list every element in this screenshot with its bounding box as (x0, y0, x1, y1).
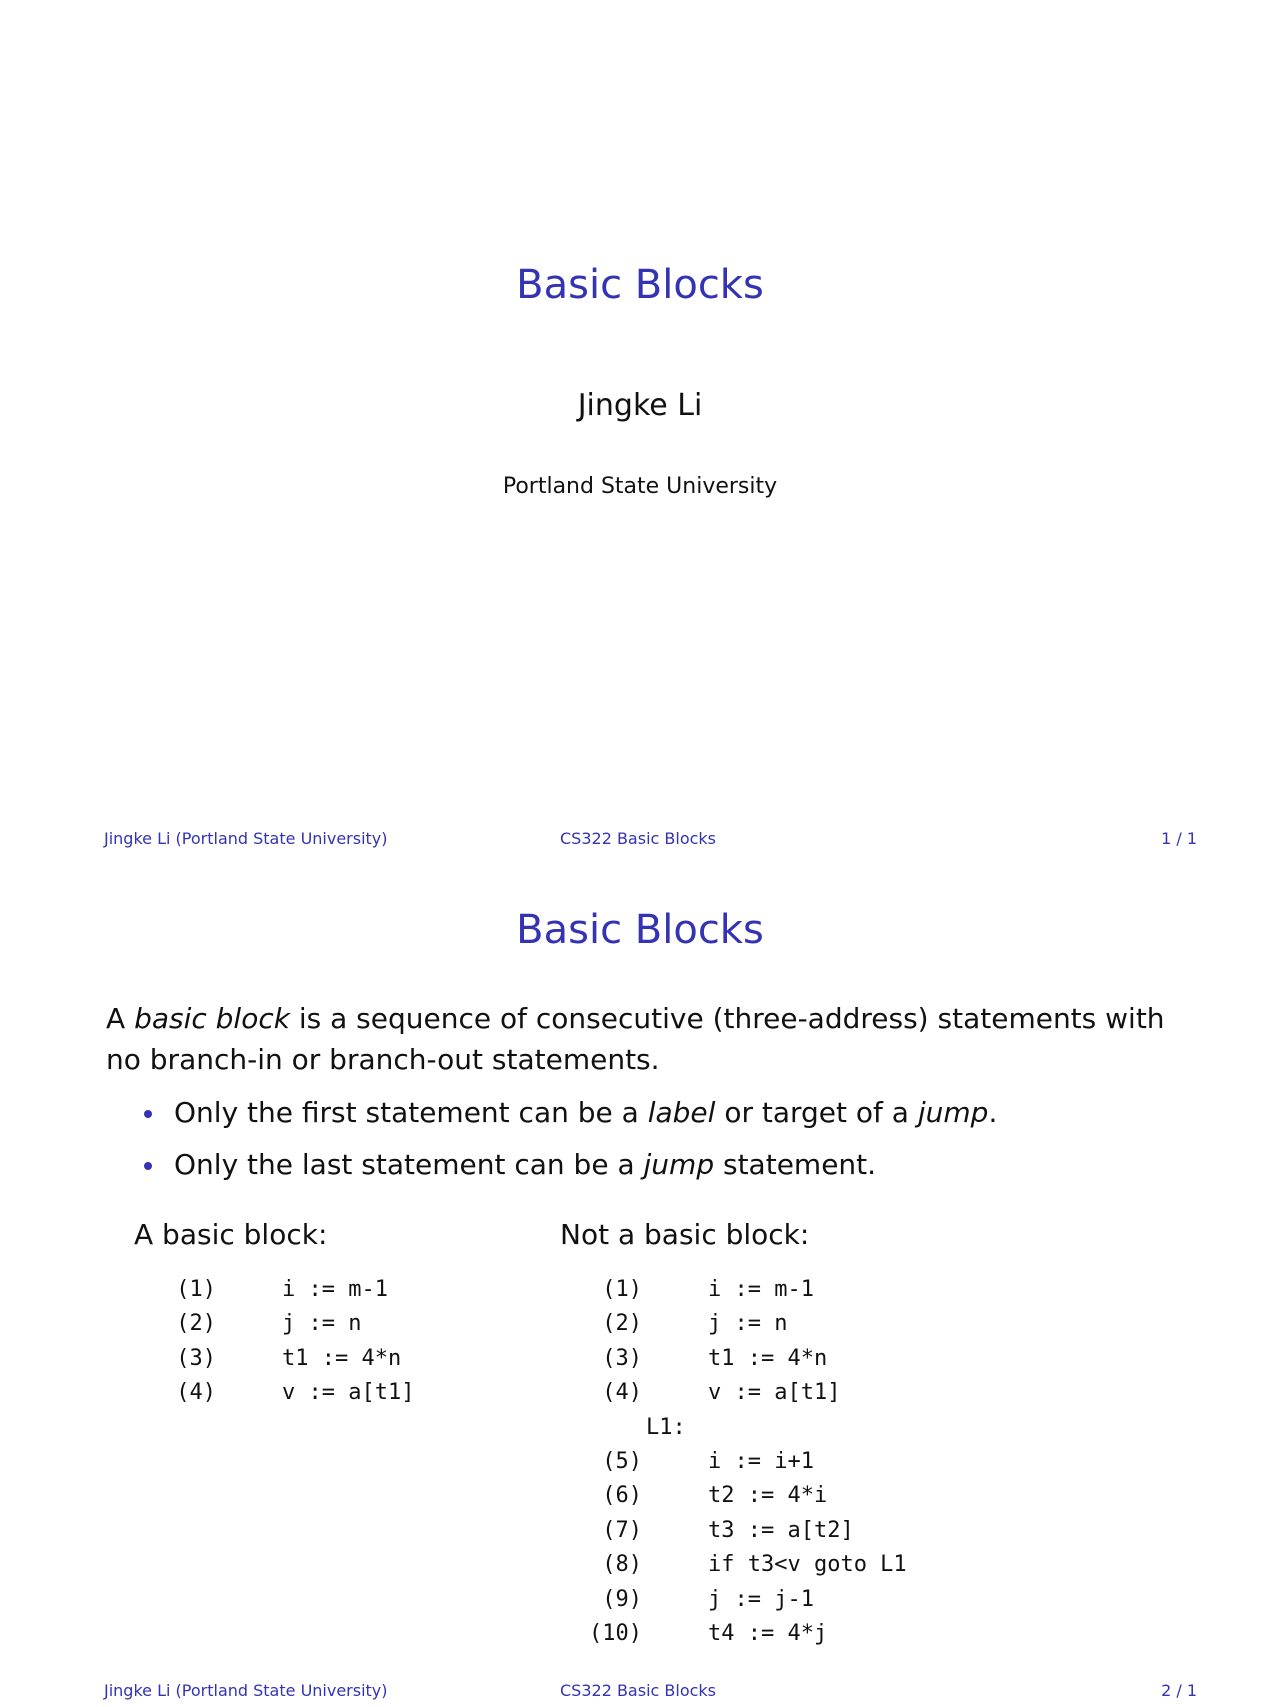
slide-title: Basic Blocks (516, 907, 764, 953)
line-number: (4) (176, 1380, 216, 1406)
line-number: (6) (602, 1483, 642, 1509)
line-number: (2) (176, 1311, 216, 1337)
statement: i := i+1 (708, 1448, 814, 1474)
statement: t2 := 4*i (708, 1483, 828, 1509)
line-number: (3) (602, 1345, 642, 1371)
intro-paragraph (106, 998, 1196, 1080)
slide-title: Basic Blocks (516, 262, 764, 308)
intro-text-rest: is a sequence of consecutive (three-address) statements with no branch-in or branch-out statements. (106, 1002, 1165, 1076)
statement: j := j-1 (708, 1586, 814, 1612)
list-item (138, 1139, 1198, 1191)
statement: t4 := 4*j (708, 1620, 828, 1646)
code-line (176, 1342, 520, 1376)
code-line (602, 1548, 1046, 1582)
line-number: (10) (589, 1620, 642, 1646)
code-line (589, 1617, 1046, 1651)
intro-text: A (106, 1002, 135, 1035)
bullet-text: or target of a (715, 1096, 918, 1129)
code-line (602, 1514, 1046, 1548)
footer-course: CS322 Basic Blocks (560, 829, 717, 848)
code-line (602, 1342, 1046, 1376)
left-heading: A basic block: (134, 1218, 328, 1251)
right-code-block (589, 1273, 1046, 1651)
statement: v := a[t1] (708, 1380, 841, 1406)
footer-author: Jingke Li (Portland State University) (104, 1681, 388, 1700)
line-number: (2) (602, 1311, 642, 1337)
statement: i := m-1 (282, 1277, 388, 1302)
statement: j := n (708, 1311, 788, 1337)
statement: t1 := 4*n (708, 1345, 828, 1371)
bullet-text: Only the last statement can be a (174, 1148, 644, 1181)
statement: v := a[t1] (282, 1380, 415, 1406)
code-line (602, 1479, 1046, 1513)
footer-page: 1 / 1 (1161, 829, 1197, 848)
footer-page: 2 / 1 (1161, 1681, 1197, 1700)
code-line (602, 1307, 1046, 1341)
statement: i := m-1 (708, 1277, 814, 1302)
list-item (138, 1087, 1198, 1139)
bullet-text: . (988, 1096, 998, 1129)
code-line (176, 1376, 520, 1410)
bullet-text: Only the first statement can be a (174, 1096, 648, 1129)
bullet-term: jump (643, 1148, 715, 1181)
footer-author: Jingke Li (Portland State University) (104, 829, 388, 848)
statement: t1 := 4*n (282, 1345, 402, 1371)
line-number: (4) (602, 1380, 642, 1406)
code-line (602, 1583, 1046, 1617)
code-line (176, 1307, 520, 1341)
code-label: L1: (646, 1414, 686, 1440)
content-slide (0, 855, 1280, 1707)
code-line (602, 1376, 1046, 1410)
author-name: Jingke Li (577, 388, 703, 423)
statement: t3 := a[t2] (708, 1517, 854, 1543)
left-code-block (176, 1273, 520, 1411)
institution: Portland State University (502, 474, 778, 499)
code-line (646, 1411, 1046, 1445)
line-number: (7) (602, 1517, 642, 1543)
statement: j := n (282, 1311, 362, 1337)
footer-course: CS322 Basic Blocks (560, 1681, 717, 1700)
line-number: (8) (602, 1552, 642, 1578)
bullet-term: label (647, 1096, 716, 1129)
code-line (176, 1273, 520, 1307)
bullet-term: jump (917, 1096, 989, 1129)
line-number: (3) (176, 1345, 216, 1371)
line-number: (1) (602, 1277, 642, 1302)
bullet-list (138, 1087, 1198, 1191)
statement: if t3<v goto L1 (708, 1552, 907, 1578)
intro-term: basic block (134, 1002, 290, 1035)
line-number: (9) (602, 1586, 642, 1612)
bullet-text: statement. (714, 1148, 877, 1181)
line-number: (5) (602, 1448, 642, 1474)
code-line (602, 1445, 1046, 1479)
line-number: (1) (176, 1277, 216, 1302)
code-line (602, 1273, 1046, 1307)
right-heading: Not a basic block: (560, 1218, 810, 1251)
